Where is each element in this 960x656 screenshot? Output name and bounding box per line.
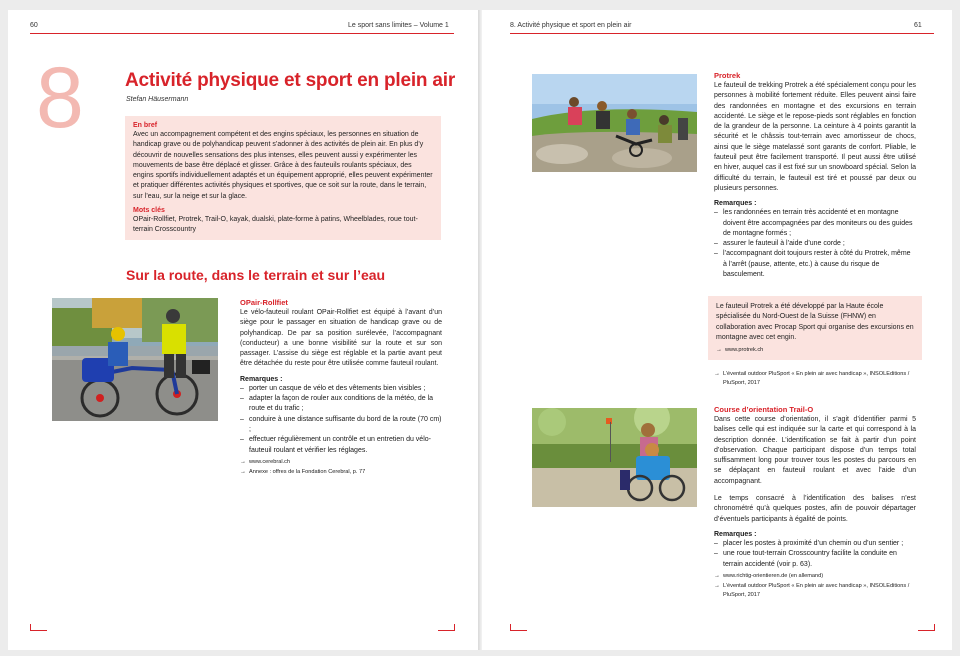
chapter-author: Stefan Häusermann bbox=[126, 96, 189, 103]
running-head: Le sport sans limites – Volume 1 bbox=[348, 22, 449, 29]
in-brief-heading: En bref bbox=[133, 122, 158, 129]
list-item: – placer les postes à proximité d’un chemin ou d’un sentier ; bbox=[714, 539, 916, 549]
running-head: 8. Activité physique et sport en plein air bbox=[510, 22, 632, 29]
opair-section bbox=[240, 298, 442, 477]
crop-mark bbox=[438, 624, 455, 631]
protrek-info-link[interactable]: → www.protrek.ch bbox=[716, 346, 916, 355]
protrek-info-text: Le fauteuil Protrek a été développé par la Haute école spécialisée du Nord-Ouest de la Suisse (FHNW) en collaboration avec Procap Sport qui organise des excursions en montagne avec cet engin. bbox=[716, 303, 914, 341]
protrek-heading: Protrek bbox=[714, 71, 741, 80]
opair-ref-annex: → Annexe : offres de la Fondation Cerebral, p. 77 bbox=[240, 468, 442, 477]
header-rule bbox=[510, 33, 934, 34]
crop-mark bbox=[30, 624, 47, 631]
protrek-remarks-heading: Remarques : bbox=[714, 200, 757, 208]
trail-o-remarks-heading: Remarques : bbox=[714, 530, 757, 538]
protrek-photo bbox=[532, 74, 697, 172]
protrek-remarks-list bbox=[714, 208, 916, 280]
opair-heading: OPair-Rollfiet bbox=[240, 298, 288, 307]
list-item: – assurer le fauteuil à l’aide d’une corde ; bbox=[714, 239, 916, 249]
trail-o-text-1: Dans cette course d’orientation, il s’agit d’identifier parmi 5 balises celle qui est indiquée sur la carte et qui correspond à la description donnée. L’identification se fait à partir d’un point d’observation. Chaque participant dispose d’un temps total suffisamment long pour trouver tous les postes du parcours en se déplaçant en fauteuil roulant et avec l’aide d’un accompagnant. bbox=[714, 416, 916, 485]
chapter-title: Activité physique et sport en plein air bbox=[125, 70, 456, 91]
trail-o-remarks-list bbox=[714, 539, 916, 570]
protrek-ref: → L’éventail outdoor PluSport « En plein air avec handicap », INSOLEditions / PluSport, 2017 bbox=[714, 370, 916, 387]
header-rule bbox=[30, 33, 454, 34]
opair-text: Le vélo-fauteuil roulant OPair-Rollfiet est équipé à l’avant d’un siège pour le passager en situation de handicap grave ou de polyhandicap. De par sa position surélevée, l’accompagnant (conducteur) a une bonne visibilité sur la route et sur son passager. L’assise du siège est réglable et la partie avant peut être détachée du reste pour être utilisée comme fauteuil roulant. bbox=[240, 309, 442, 368]
list-item: – les randonnées en terrain très accidenté et en montagne doivent être accompagnées par des moniteurs ou des guides de montagne formés ; bbox=[714, 208, 916, 239]
trail-o-ref-link[interactable]: → www.richtig-orientieren.de (en allemand) bbox=[714, 572, 916, 581]
keywords-text: OPair-Rollfiet, Protrek, Trail-O, kayak, dualski, plate-forme à patins, Wheelblades, roue tout-terrain Crosscountry bbox=[133, 216, 418, 234]
trail-o-section bbox=[714, 405, 916, 599]
list-item: – l’accompagnant doit toujours rester à côté du Protrek, même à l’arrêt (pause, attente, etc.) à cause du risque de basculement. bbox=[714, 249, 916, 280]
in-brief-box bbox=[125, 116, 441, 240]
crop-mark bbox=[918, 624, 935, 631]
protrek-ref-block bbox=[714, 368, 916, 387]
list-item: – adapter la façon de rouler aux conditions de la météo, de la route et du trafic ; bbox=[240, 394, 442, 415]
list-item: – conduire à une distance suffisante du bord de la route (70 cm) ; bbox=[240, 415, 442, 436]
page-number: 61 bbox=[914, 22, 922, 29]
section-title: Sur la route, dans le terrain et sur l’eau bbox=[126, 267, 386, 283]
trail-o-text-2: Le temps consacré à l’identification des balises n’est chronométré qu’à quelques postes, afin de pouvoir départager d’éventuels participants à égalité de points. bbox=[714, 495, 916, 523]
keywords-heading: Mots clés bbox=[133, 207, 165, 215]
left-page bbox=[8, 10, 478, 650]
trail-o-heading: Course d’orientation Trail-O bbox=[714, 405, 814, 414]
protrek-section bbox=[714, 71, 916, 280]
list-item: – une roue tout-terrain Crosscountry facilite la conduite en terrain accidenté (voir p. 63). bbox=[714, 549, 916, 570]
in-brief-text: Avec un accompagnement compétent et des engins spéciaux, les personnes en situation de handicap grave ou de polyhandicap peuvent s’adonner à des activités de plein air. En plus d’y découvrir de nouvelles sensations des plus intenses, elles peuvent aussi y expérimenter les mouvements de base être déplacé et glisser. Grâce à des fauteuils roulants spéciaux, des engins sportifs individuellement adaptés et un équipement approprié, elles peuvent expérimenter et pratiquer différentes activités physiques et sportives, que ce soit sur la route, dans le terrain, sur l’eau, sur la neige et sur la glace. bbox=[133, 131, 433, 200]
page-number: 60 bbox=[30, 22, 38, 29]
crop-mark bbox=[510, 624, 527, 631]
list-item: – porter un casque de vélo et des vêtements bien visibles ; bbox=[240, 384, 442, 394]
opair-remarks-list bbox=[240, 384, 442, 456]
opair-remarks-heading: Remarques : bbox=[240, 375, 283, 383]
right-page bbox=[482, 10, 952, 650]
list-item: – effectuer régulièrement un contrôle et un entretien du vélo-fauteuil roulant et vérifier les réglages. bbox=[240, 435, 442, 456]
trail-o-photo bbox=[532, 408, 697, 507]
opair-ref-link[interactable]: → www.cerebral.ch bbox=[240, 458, 442, 467]
trail-o-ref-booklet: → L’éventail outdoor PluSport « En plein air avec handicap », INSOLEditions / PluSport, 2017 bbox=[714, 582, 916, 599]
opair-rollfiet-photo bbox=[52, 298, 218, 421]
protrek-info-box bbox=[708, 296, 922, 360]
protrek-text: Le fauteuil de trekking Protrek a été spécialement conçu pour les personnes à mobilité fortement réduite. Elles peuvent ainsi faire des randonnées en montagne et des excursions en terrain accidenté. Le siège et le repose-pieds sont réglables en fonction de la grandeur de la personne. La ceinture à 4 points garantit la sécurité et le châssis tout-terrain avec amortisseur de chocs, ainsi que le siège matelassé sont garants de confort. Pliable, le fauteuil peut être facilement transporté. Il peut aussi être utilisé en hiver, auquel cas il est fixé sur un snowboard spécial. Selon la difficulté du terrain, le fauteuil est tiré et poussé par deux ou plusieurs personnes. bbox=[714, 82, 916, 192]
chapter-number: 8 bbox=[36, 50, 84, 146]
